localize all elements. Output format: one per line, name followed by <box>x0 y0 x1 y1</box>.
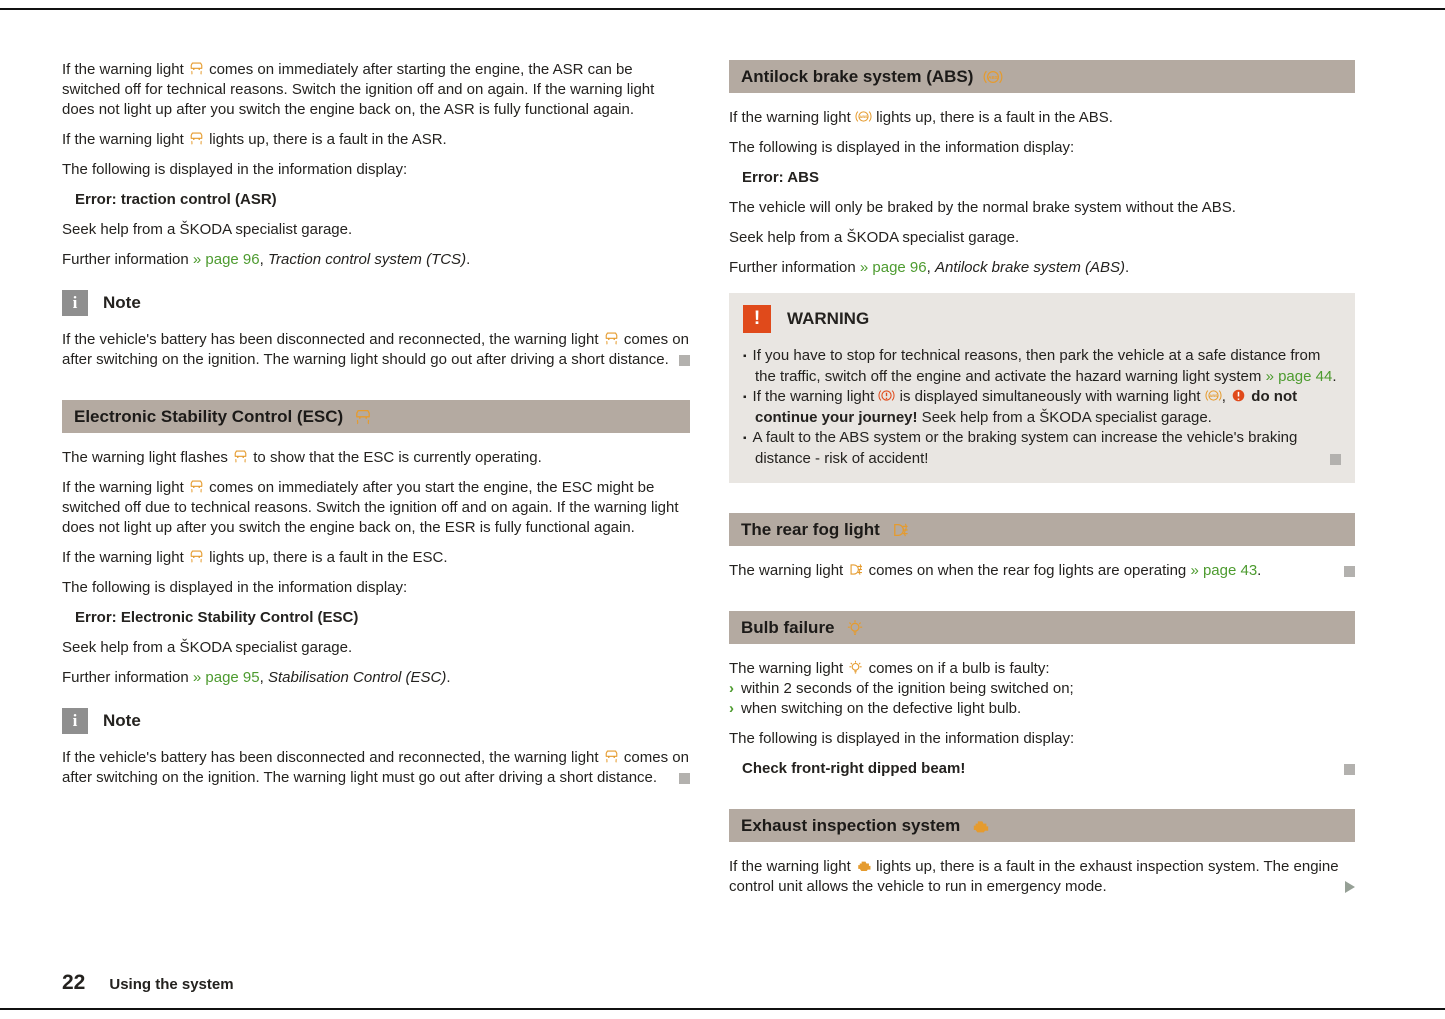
rear-fog-icon <box>890 520 910 540</box>
paragraph <box>62 478 690 538</box>
section-end-marker <box>1330 454 1341 465</box>
paragraph <box>729 198 1355 218</box>
page-link[interactable]: » page 95 <box>192 669 260 686</box>
text: to show that the ESC is currently operating. <box>249 449 542 466</box>
text: Seek help from a ŠKODA specialist garage. <box>917 409 1212 426</box>
text: If you have to stop for technical reasons, then park the vehicle at a safe distance from the traffic, switch off the engine and activate the hazard warning light system <box>752 347 1321 385</box>
text: Further information <box>62 669 193 686</box>
paragraph <box>729 108 1355 128</box>
text: lights up, there is a fault in the ASR. <box>204 131 447 148</box>
paragraph <box>62 130 690 150</box>
text: . <box>446 669 451 686</box>
section-end-marker <box>679 773 690 784</box>
square-bullet: ▪ <box>743 392 747 403</box>
text: The following is displayed in the information display: <box>729 730 1075 747</box>
paragraph <box>62 60 690 120</box>
bulb-icon <box>847 659 864 676</box>
note-text <box>62 330 690 370</box>
display-message <box>729 759 1355 779</box>
paragraph <box>62 220 690 240</box>
text: within 2 seconds of the ignition being switched on; <box>741 680 1074 697</box>
text: Error: traction control (ASR) <box>75 191 277 208</box>
text: lights up, there is a fault in the ESC. <box>204 549 448 566</box>
text: The warning light flashes <box>62 449 233 466</box>
text: If the warning light <box>62 549 188 566</box>
info-icon: i <box>62 290 88 316</box>
note-title: Note <box>103 711 141 730</box>
text: lights up, there is a fault in the exhaust inspection system. The engine control unit allows the vehicle to run in emergency mode. <box>729 858 1339 895</box>
section-title: Electronic Stability Control (ESC) <box>74 406 344 426</box>
abs-icon <box>983 67 1003 87</box>
text: If the warning light <box>62 131 188 148</box>
esc-icon <box>188 130 205 147</box>
text: comes on if a bulb is faulty: <box>864 660 1050 677</box>
square-bullet: ▪ <box>743 433 747 444</box>
text: comes on after switching on the ignition. The warning light must go out after driving a short distance. <box>62 749 689 786</box>
bold-text: do not continue your journey! <box>755 388 1298 426</box>
warning-item <box>743 346 1341 387</box>
paragraph <box>62 638 690 658</box>
square-bullet: ▪ <box>743 351 747 362</box>
warning-item <box>743 428 1341 469</box>
text: , <box>1221 388 1231 405</box>
italic-text: Antilock brake system (ABS) <box>934 259 1126 276</box>
text: . <box>466 251 471 268</box>
paragraph <box>62 578 690 598</box>
text: Seek help from a ŠKODA specialist garage. <box>729 229 1020 246</box>
section-header-esc <box>62 400 690 433</box>
text: Error: Electronic Stability Control (ESC) <box>75 609 359 626</box>
page-link[interactable]: » page 44 <box>1265 368 1333 385</box>
paragraph <box>62 250 690 270</box>
paragraph <box>729 857 1355 897</box>
text: If the vehicle's battery has been disconnected and reconnected, the warning light <box>62 749 603 766</box>
text: lights up, there is a fault in the ABS. <box>871 109 1113 126</box>
text: The following is displayed in the information display: <box>729 139 1075 156</box>
note-text <box>62 748 690 788</box>
section-title: Bulb failure <box>741 617 835 637</box>
text: If the warning light <box>729 858 855 875</box>
footer-section-label: Using the system <box>109 976 234 993</box>
content-columns <box>62 60 1355 907</box>
text: comes on after switching on the ignition. The warning light should go out after driving a short distance. <box>62 331 689 368</box>
text: Seek help from a ŠKODA specialist garage. <box>62 639 353 656</box>
text: The vehicle will only be braked by the normal brake system without the ABS. <box>729 199 1236 216</box>
right-column <box>729 60 1355 907</box>
rear-fog-icon <box>847 561 864 578</box>
text: If the warning light <box>62 61 188 78</box>
exhaust-icon <box>855 857 872 874</box>
esc-icon <box>603 330 620 347</box>
bulb-icon <box>845 618 865 638</box>
info-icon: i <box>62 708 88 734</box>
display-message <box>62 190 690 210</box>
page-link[interactable]: » page 96 <box>192 251 260 268</box>
abs-icon <box>1205 387 1222 404</box>
italic-text: Stabilisation Control (ESC) <box>267 669 447 686</box>
text: Further information <box>62 251 193 268</box>
text: The warning light <box>729 562 848 579</box>
esc-icon <box>603 748 620 765</box>
note-block <box>62 708 690 788</box>
esc-icon <box>188 548 205 565</box>
text: If the vehicle's battery has been disconnected and reconnected, the warning light <box>62 331 603 348</box>
text: is displayed simultaneously with warning light <box>895 388 1205 405</box>
section-header-rear-fog-light <box>729 513 1355 546</box>
section-title: Exhaust inspection system <box>741 815 961 835</box>
warning-item <box>743 387 1341 428</box>
page-link[interactable]: » page 96 <box>859 259 927 276</box>
note-block <box>62 290 690 370</box>
esc-icon <box>232 448 249 465</box>
display-message <box>62 608 690 628</box>
paragraph <box>729 659 1355 679</box>
paragraph <box>62 668 690 688</box>
section-end-marker <box>679 355 690 366</box>
text: Check front-right dipped beam! <box>742 760 966 777</box>
paragraph <box>729 729 1355 749</box>
exhaust-icon <box>970 816 990 836</box>
text: A fault to the ABS system or the braking system can increase the vehicle's braking distance - risk of accident! <box>752 429 1298 467</box>
list-item <box>729 699 1355 719</box>
note-header <box>62 290 690 316</box>
paragraph <box>729 228 1355 248</box>
text: The following is displayed in the information display: <box>62 579 408 596</box>
section-header-exhaust-inspection <box>729 809 1355 842</box>
text: , <box>259 251 268 268</box>
text: If the warning light <box>752 388 879 405</box>
text: If the warning light <box>62 479 188 496</box>
section-end-marker <box>1344 764 1355 775</box>
text: . <box>1257 562 1262 579</box>
text: Further information <box>729 259 860 276</box>
note-header <box>62 708 690 734</box>
page-number: 22 <box>62 971 86 994</box>
text: , <box>259 669 268 686</box>
page-footer <box>62 973 234 995</box>
brake-system-icon <box>1230 387 1247 404</box>
text: , <box>926 259 935 276</box>
paragraph <box>729 138 1355 158</box>
paragraph <box>62 548 690 568</box>
bottom-rule <box>0 1008 1445 1010</box>
italic-text: Traction control system (TCS) <box>267 251 467 268</box>
text: If the warning light <box>729 109 855 126</box>
section-header-abs <box>729 60 1355 93</box>
text: . <box>1125 259 1130 276</box>
bullet-list <box>729 679 1355 719</box>
section-title: Antilock brake system (ABS) <box>741 66 974 86</box>
esc-icon <box>188 60 205 77</box>
text: . <box>1332 368 1337 385</box>
warning-header <box>743 305 1341 333</box>
continues-arrow <box>1345 881 1355 893</box>
text: comes on immediately after you start the engine, the ESC might be switched off due to technical reasons. Switch the ignition off and on again. If the warning light does not light up after you switch the engine back on, the ESR is fully functional again. <box>62 479 679 536</box>
esc-icon <box>188 478 205 495</box>
section-header-bulb-failure <box>729 611 1355 644</box>
display-message <box>729 168 1355 188</box>
paragraph <box>729 258 1355 278</box>
section-title: The rear fog light <box>741 519 880 539</box>
text: comes on when the rear fog lights are operating <box>864 562 1191 579</box>
note-title: Note <box>103 293 141 312</box>
text: The following is displayed in the information display: <box>62 161 408 178</box>
abs-icon <box>855 108 872 125</box>
top-rule <box>0 8 1445 10</box>
chevron-bullet: › <box>729 680 734 697</box>
warning-title: WARNING <box>787 309 870 328</box>
paragraph <box>62 448 690 468</box>
text: The warning light <box>729 660 848 677</box>
text: comes on immediately after starting the engine, the ASR can be switched off for technical reasons. Switch the ignition off and on again. If the warning light does not light up after you switch the engine back on, the ASR is fully functional again. <box>62 61 655 118</box>
paragraph <box>62 160 690 180</box>
text: Error: ABS <box>742 169 819 186</box>
page-link[interactable]: » page 43 <box>1190 562 1258 579</box>
warning-icon: ! <box>743 305 771 333</box>
list-item <box>729 679 1355 699</box>
paragraph <box>729 561 1355 581</box>
warning-box <box>729 293 1355 483</box>
text: Seek help from a ŠKODA specialist garage. <box>62 221 353 238</box>
left-column <box>62 60 690 798</box>
text: when switching on the defective light bulb. <box>741 700 1022 717</box>
brake-warning-icon <box>878 387 895 404</box>
chevron-bullet: › <box>729 700 734 717</box>
section-end-marker <box>1344 566 1355 577</box>
esc-icon <box>353 407 373 427</box>
